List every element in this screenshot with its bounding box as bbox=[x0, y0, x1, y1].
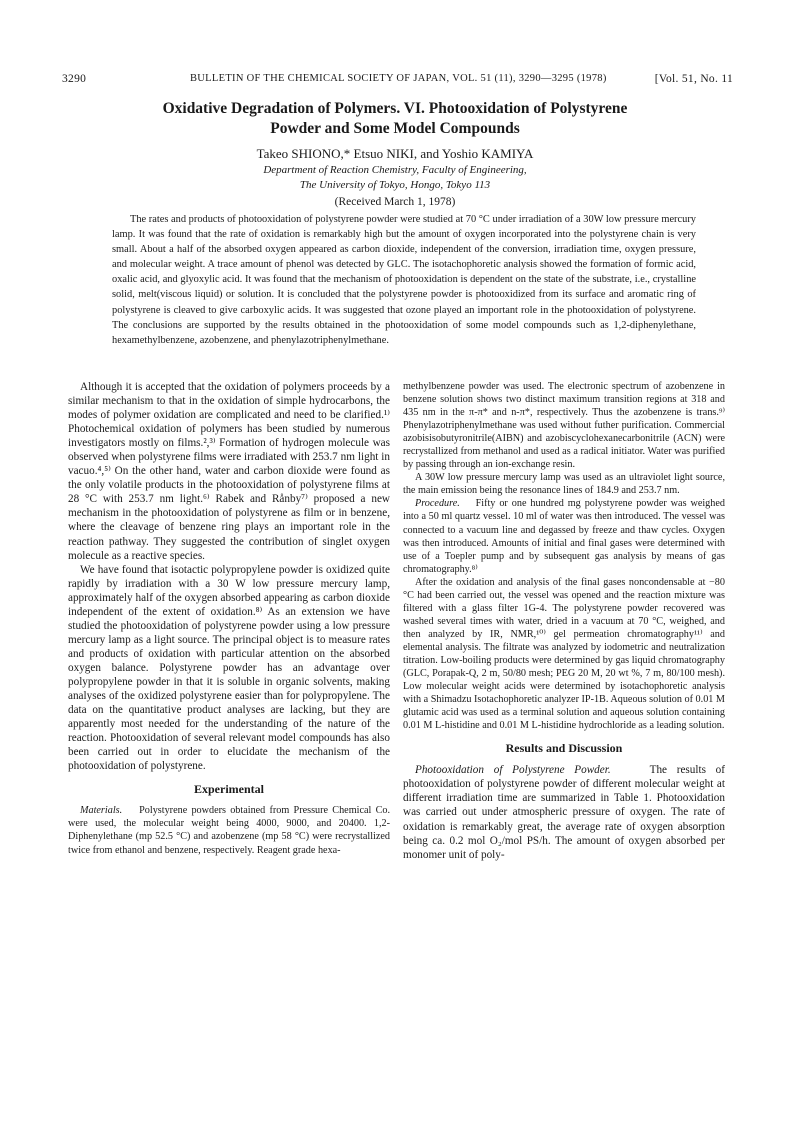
experimental-heading: Experimental bbox=[194, 782, 264, 797]
procedure-paragraph bbox=[403, 497, 725, 575]
article-title-line-1: Oxidative Degradation of Polymers. VI. Photooxidation of Polystyrene bbox=[162, 100, 628, 117]
page-number: 3290 bbox=[62, 73, 87, 85]
article-title-line-2: Powder and Some Model Compounds bbox=[270, 120, 520, 137]
results-text: The results of photooxidation of polystyrene powder of different molecular weight at different irradiation time are summarized in Table 1. Photooxidation was carried out under atmospheric pressure of oxygen. The rate of oxidation is remarkably great, the average rate of oxygen absorption being ca. 0.2 mol O₂/mol PS/h. The amount of oxygen absorbed per monomer unit of poly- bbox=[403, 764, 726, 861]
materials-label: Materials. bbox=[80, 805, 123, 817]
lamp-paragraph: A 30W low pressure mercury lamp was used as an ultraviolet light source, the main emission being the resonance lines of 184.9 and 253.7 nm. bbox=[403, 472, 725, 497]
affiliation-line-2: The University of Tokyo, Hongo, Tokyo 113 bbox=[299, 179, 491, 191]
materials-continued: methylbenzene powder was used. The electronic spectrum of azobenzene in benzene solution shows two distinct maximum transition regions at 318 and 435 nm in the π-π* and n-π*, respectively. Thus the azobenzene is trans.⁹⁾ Phenylazotriphenylmethane was used without futher purification. Commercial azobisisobutyronitrile(AIBN) and azobiscyclohexanecarbonitrile (ACN) were recrystallized from methanol and used as a radical initiator. Water was purified by passing through an ion-exchange resin. bbox=[403, 381, 725, 471]
results-label: Photooxidation of Polystyrene Powder. bbox=[415, 764, 611, 777]
materials-text: Polystyrene powders obtained from Pressure Chemical Co. were used, the molecular weight being 4000, 9000, and 20400. 1,2-Diphenylethane (mp 52.5 °C) and azobenzene (mp 58 °C) were recrystallized twice from ethanol and benzene, respectively. Reagent grade hexa- bbox=[68, 805, 390, 856]
right-column bbox=[403, 380, 725, 862]
procedure-label: Procedure. bbox=[415, 498, 460, 510]
intro-paragraph-1: Although it is accepted that the oxidation of polymers proceeds by a similar mechanism to that in the oxidation of simple hydrocarbons, the modes of polymer oxidation are complicated and need to be clarified.¹⁾ Photochemical oxidation of polymers has been studied by numerous investigators mostly on films.²,³⁾ Formation of hydrogen molecule was observed when polystyrene films were irradiated with 253.7 nm light in vacuo.⁴,⁵⁾ On the other hand, water and carbon dioxide were found as the only volatile products in the photooxidation of polystyrene films at 28 °C with 253.7 nm light.⁶⁾ Rabek and Rånby⁷⁾ proposed a new mechanism in the photooxidation of polystyrene as film or in benzene, where the cleavage of benzene ring plays an important role in the reaction pathway. They suggested the contribution of singlet oxygen molecule as a reactive species. bbox=[68, 381, 390, 562]
materials-paragraph bbox=[68, 804, 390, 856]
procedure-paragraph-2: After the oxidation and analysis of the final gases noncondensable at −80 °C had been carried out, the vessel was opened and the reaction mixture was filtered with a glass filter 1G-4. The polystyrene powder recovered was washed several times with water, dried in a vacuum at 70 °C, weighed, and then analyzed by IR, NMR,¹⁰⁾ gel permeation chromatography¹¹⁾ and elemental analysis. The filtrate was analyzed by iodometric and neutralization titration. Low-boiling products were determined by gas liquid chromatography (GLC, Porapak-Q, 2 m, 50/80 mesh; PEG 20 M, 20 wt %, 7 m, 80/100 mesh). Low molecular weight acids were determined by isotachophoretic analysis with a Shimadzu Isotachophoretic analyzer IP-1B. Aqueous solution of 0.01 M glutamic acid was used as a terminal solution and aqueous solution containing 0.01 M L-histidine and 0.01 M L-histidine hydrochloride as a leading solution. bbox=[403, 576, 725, 732]
authors: Takeo SHIONO,* Etsuo NIKI, and Yoshio KAMIYA bbox=[256, 146, 534, 161]
left-column bbox=[68, 380, 390, 857]
received-date: (Received March 1, 1978) bbox=[334, 196, 456, 208]
procedure-text: Fifty or one hundred mg polystyrene powder was weighed into a 50 ml quartz vessel. 10 ml of water was then introduced. The vessel was connected to a vacuum line and degassed by freeze and thaw cycles. Oxygen was then introduced. Amounts of initial and final gases were determined with use of a Toepler pump and by subsequent gas analysis by means of gas chromatography.⁸⁾ bbox=[403, 498, 725, 575]
volume-issue: [Vol. 51, No. 11 bbox=[654, 73, 733, 85]
results-paragraph bbox=[403, 763, 725, 861]
results-heading: Results and Discussion bbox=[505, 741, 623, 756]
abstract: The rates and products of photooxidation of polystyrene powder were studied at 70 °C under irradiation of a 30W low pressure mercury lamp. It was found that the rate of oxidation is remarkably high but the amount of oxygen incorporated into the polystyrene chain is very small. About a half of the absorbed oxygen appeared as carbon dioxide, independent of the conversion, irradiation time, oxygen pressure, and molecular weight. A trace amount of phenol was detected by GLC. The isotachophoretic analysis showed the formation of formic acid, oxalic acid, and glyoxylic acid. It was found that the mechanism of photooxidation is dependent on the state of the substrate, i.e., crystalline solid, melt(viscous liquid) or solution. It is concluded that the polystyrene powder is photooxidized from its surface and aromatic ring of polystyrene is cleaved to give carboxylic acids. It was suggested that ozone played an important role in the photooxidation of polystyrene. The conclusions are supported by the results obtained in the photooxidation of some model compounds such as 1,2-diphenylethane, hexamethylbenzene, azobenzene, and phenylazotriphenylmethane. bbox=[112, 214, 696, 346]
intro-paragraph-2: We have found that isotactic polypropylene powder is oxidized quite rapidly by irradiation with a 30 W low pressure mercury lamp, approximately half of the oxygen absorbed appearing as carbon dioxide independent of the extent of oxidation.⁸⁾ As an extension we have studied the photooxidation of polystyrene powder using a low pressure mercury lamp as a light source. The principal object is to measure rates and products of oxidation with particular attention on the absorbed oxygen balance. Polystyrene powder has an advantage over polypropylene powder in that it is soluble in organic solvents, making analyses of the oxidized polystyrene easier than for polypropylene. The data on the quantitative product analyses are lacking, but they are apparently most needed for the understanding of the nature of the reaction. Photooxidation of several relevant model compounds has also been carried out in order to elucidate the mechanism of the photooxidation of polystyrene. bbox=[68, 563, 390, 773]
journal-citation: BULLETIN OF THE CHEMICAL SOCIETY OF JAPAN, VOL. 51 (11), 3290—3295 (1978) bbox=[190, 73, 607, 84]
affiliation-line-1: Department of Reaction Chemistry, Faculty of Engineering, bbox=[263, 164, 527, 176]
